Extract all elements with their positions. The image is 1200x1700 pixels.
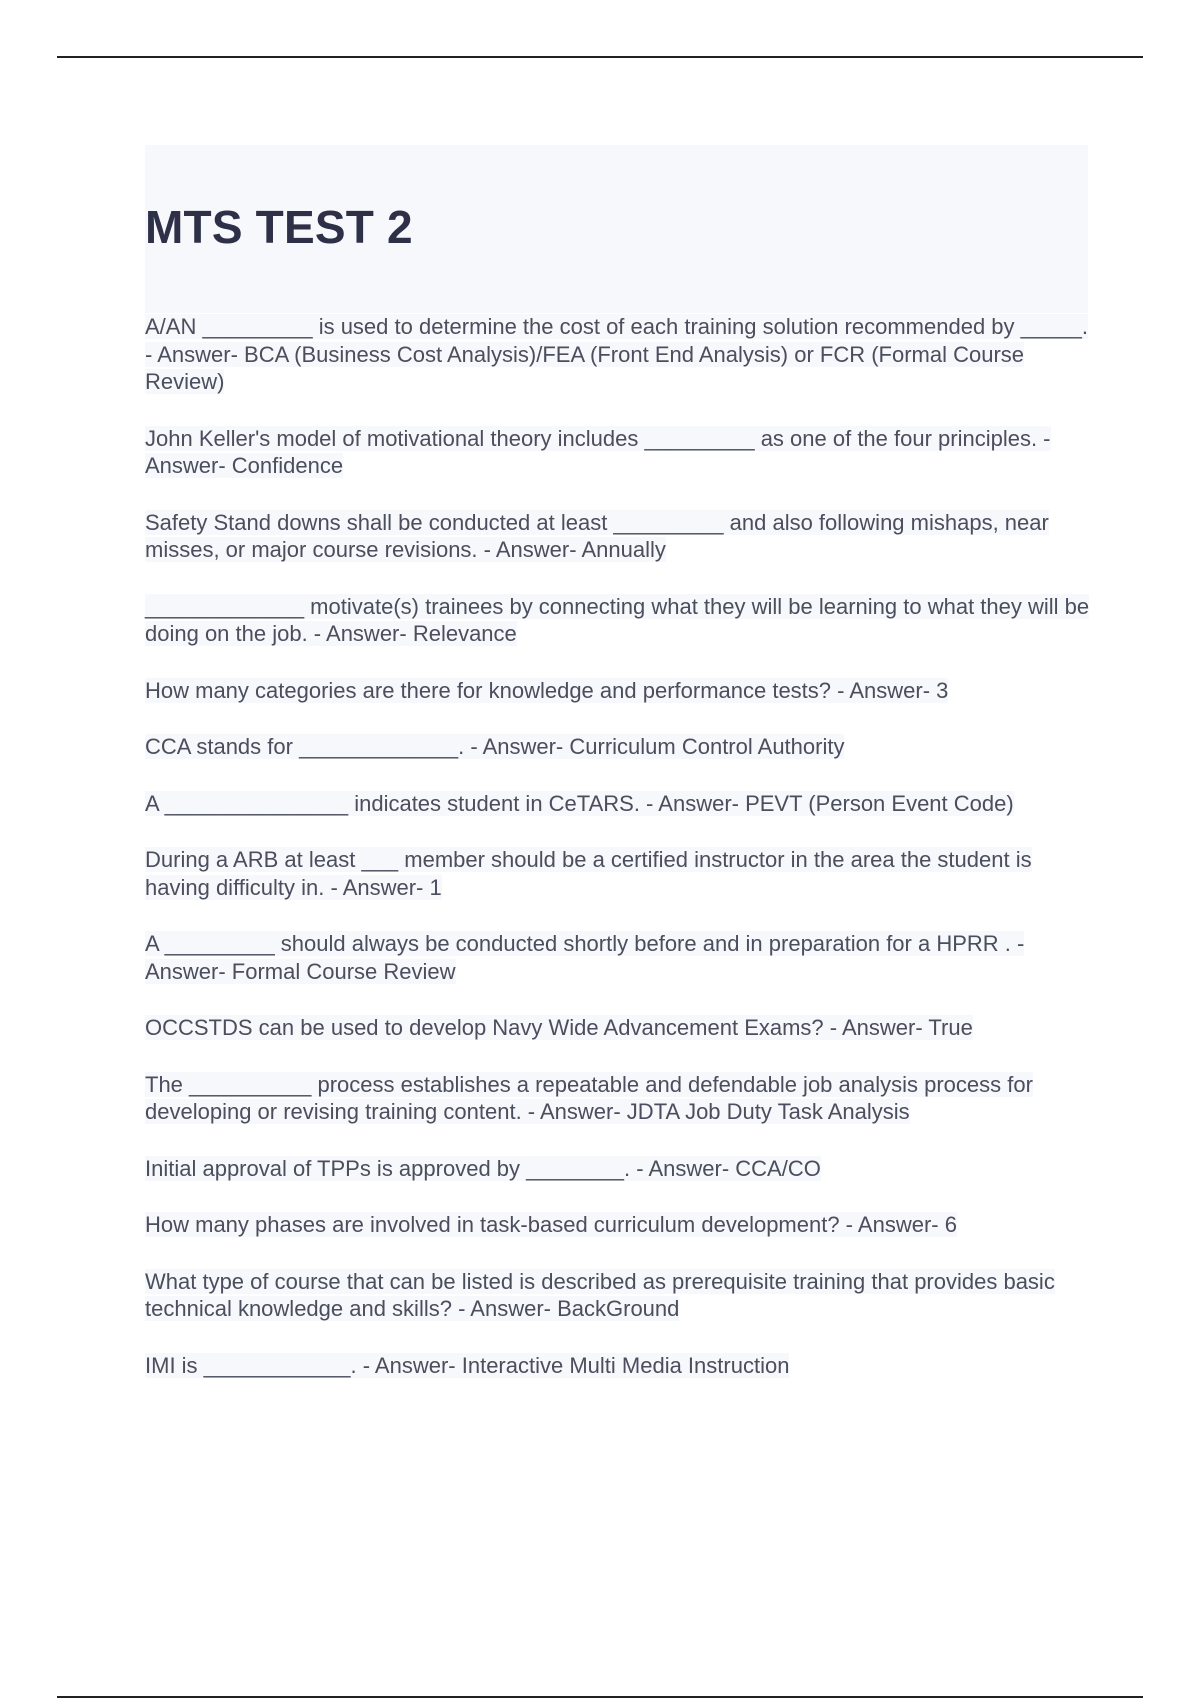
qa-item <box>145 1071 1095 1126</box>
qa-item-text: Initial approval of TPPs is approved by ________. - Answer- CCA/CO <box>145 1155 821 1181</box>
qa-item <box>145 425 1095 480</box>
qa-item-text: How many categories are there for knowledge and performance tests? - Answer- 3 <box>145 677 949 703</box>
qa-item-text: A _______________ indicates student in CeTARS. - Answer- PEVT (Person Event Code) <box>145 790 1014 816</box>
qa-item-text: A _________ should always be conducted shortly before and in preparation for a HPRR . - Answer- Formal Course Review <box>145 931 1025 984</box>
qa-item-text: During a ARB at least ___ member should be a certified instructor in the area the student is having difficulty in. - Answer- 1 <box>145 847 1032 900</box>
qa-item <box>145 733 1095 761</box>
qa-item-text: Safety Stand downs shall be conducted at least _________ and also following mishaps, near misses, or major course revisions. - Answer- Annually <box>145 509 1049 562</box>
qa-item <box>145 1268 1095 1323</box>
qa-item-text: IMI is ____________. - Answer- Interactive Multi Media Instruction <box>145 1352 790 1378</box>
qa-item <box>145 313 1095 396</box>
qa-item-text: _____________ motivate(s) trainees by connecting what they will be learning to what they will be doing on the job. - Answer- Relevance <box>145 593 1090 646</box>
qa-item <box>145 790 1095 818</box>
qa-item-text: OCCSTDS can be used to develop Navy Wide Advancement Exams? - Answer- True <box>145 1015 973 1040</box>
qa-item-text: A/AN _________ is used to determine the cost of each training solution recommended by _____. - Answer- BCA (Business Cost Analysis)/FEA (Front End Analysis) or FCR (Formal Course Review) <box>145 314 1088 394</box>
qa-item <box>145 930 1095 985</box>
qa-list <box>145 313 1095 1408</box>
qa-item-text: John Keller's model of motivational theory includes _________ as one of the four principles. - Answer- Confidence <box>145 425 1051 478</box>
qa-item <box>145 1352 1095 1380</box>
qa-item <box>145 1014 1095 1042</box>
qa-item-text: The __________ process establishes a repeatable and defendable job analysis process for developing or revising training content. - Answer- JDTA Job Duty Task Analysis <box>145 1071 1033 1124</box>
qa-item <box>145 509 1095 564</box>
qa-item <box>145 1211 1095 1239</box>
qa-item-text: What type of course that can be listed is described as prerequisite training that provides basic technical knowledge and skills? - Answer- BackGround <box>145 1268 1055 1321</box>
qa-item <box>145 593 1095 648</box>
qa-item <box>145 677 1095 705</box>
document-title: MTS TEST 2 <box>145 201 413 253</box>
bottom-rule <box>57 1696 1143 1698</box>
top-rule <box>57 56 1143 58</box>
qa-item-text: How many phases are involved in task-based curriculum development? - Answer- 6 <box>145 1212 957 1237</box>
qa-item-text: CCA stands for _____________. - Answer- Curriculum Control Authority <box>145 734 845 759</box>
qa-item <box>145 1155 1095 1183</box>
qa-item <box>145 846 1095 901</box>
